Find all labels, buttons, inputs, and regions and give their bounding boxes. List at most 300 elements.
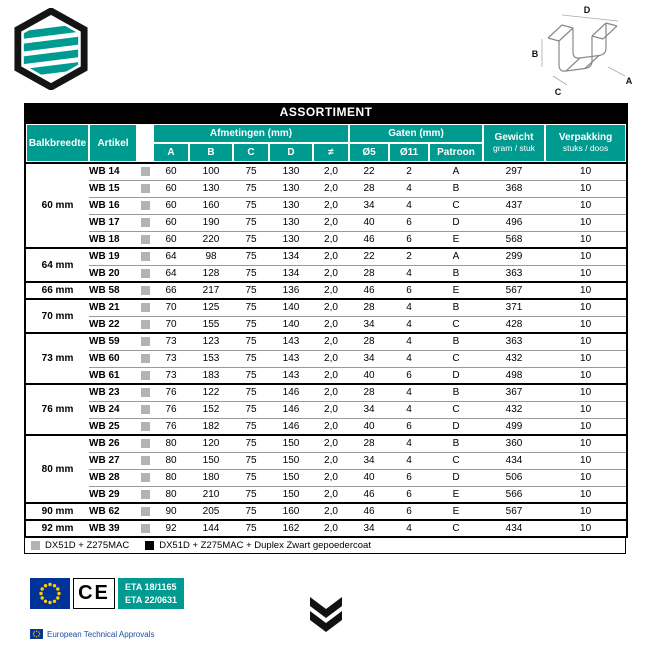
- dim-d-cell: 146: [269, 418, 313, 435]
- thickness-cell: 2,0: [313, 435, 349, 452]
- holes-o5-cell: 28: [349, 435, 389, 452]
- patroon-cell: E: [429, 486, 483, 503]
- gewicht-cell: 434: [483, 452, 545, 469]
- verpakking-cell: 10: [545, 180, 627, 197]
- eu-flag-small-icon: [30, 629, 43, 639]
- finish-swatch-icon: [141, 354, 150, 363]
- header-verpakking: [546, 125, 625, 161]
- holes-o5-cell: 22: [349, 248, 389, 265]
- dim-c-cell: 75: [233, 452, 269, 469]
- holes-o11-cell: 4: [389, 384, 429, 401]
- finish-swatch-icon: [141, 235, 150, 244]
- dim-d-cell: 143: [269, 333, 313, 350]
- holes-o11-cell: 6: [389, 418, 429, 435]
- finish-cell: [137, 231, 153, 248]
- header-dim-a: A: [154, 144, 188, 161]
- dim-d-cell: 150: [269, 486, 313, 503]
- finish-swatch-icon: [141, 218, 150, 227]
- finish-cell: [137, 248, 153, 265]
- artikel-cell: WB 14: [89, 163, 137, 180]
- product-drawing: [515, 5, 640, 100]
- legend-label: DX51D + Z275MAC: [45, 540, 130, 551]
- dim-a-cell: 60: [153, 197, 189, 214]
- verpakking-cell: 10: [545, 452, 627, 469]
- thickness-cell: 2,0: [313, 401, 349, 418]
- finish-swatch-icon: [141, 439, 150, 448]
- gewicht-cell: 432: [483, 401, 545, 418]
- dim-c-cell: 75: [233, 520, 269, 537]
- table-row: [25, 503, 627, 520]
- thickness-cell: 2,0: [313, 265, 349, 282]
- patroon-cell: D: [429, 367, 483, 384]
- header-dim-c: C: [234, 144, 268, 161]
- table-row: [25, 163, 627, 180]
- thickness-cell: 2,0: [313, 503, 349, 520]
- holes-o11-cell: 2: [389, 248, 429, 265]
- dim-a-cell: 76: [153, 418, 189, 435]
- holes-o5-cell: 34: [349, 452, 389, 469]
- finish-swatch-icon: [141, 405, 150, 414]
- gewicht-cell: 498: [483, 367, 545, 384]
- holes-o5-cell: 40: [349, 418, 389, 435]
- gray-swatch-icon: [31, 541, 40, 550]
- dim-d-cell: 130: [269, 197, 313, 214]
- dim-d-cell: 136: [269, 282, 313, 299]
- holes-o11-cell: 4: [389, 265, 429, 282]
- patroon-cell: B: [429, 299, 483, 316]
- dim-c-cell: 75: [233, 214, 269, 231]
- holes-o5-cell: 34: [349, 316, 389, 333]
- balkbreedte-cell: 70 mm: [25, 299, 89, 333]
- holes-o11-cell: 6: [389, 503, 429, 520]
- finish-cell: [137, 265, 153, 282]
- dim-d-cell: 150: [269, 435, 313, 452]
- brand-logo-hexagon-icon: [12, 8, 90, 90]
- artikel-cell: WB 20: [89, 265, 137, 282]
- artikel-cell: WB 23: [89, 384, 137, 401]
- header-balkbreedte: Balkbreedte: [27, 125, 88, 161]
- dim-d-cell: 134: [269, 265, 313, 282]
- gewicht-cell: 437: [483, 197, 545, 214]
- balkbreedte-cell: 73 mm: [25, 333, 89, 384]
- dim-a-cell: 92: [153, 520, 189, 537]
- finish-swatch-icon: [141, 269, 150, 278]
- dim-c-cell: 75: [233, 265, 269, 282]
- table-row: [25, 520, 627, 537]
- patroon-cell: B: [429, 180, 483, 197]
- certifications: [30, 578, 184, 609]
- table-row: [25, 197, 627, 214]
- dim-c-cell: 75: [233, 299, 269, 316]
- dim-d-cell: 140: [269, 299, 313, 316]
- dim-b-cell: 125: [189, 299, 233, 316]
- verpakking-cell: 10: [545, 367, 627, 384]
- holes-o5-cell: 40: [349, 214, 389, 231]
- assortiment-table: [24, 103, 628, 538]
- dim-b-cell: 153: [189, 350, 233, 367]
- dim-d-cell: 130: [269, 231, 313, 248]
- gewicht-cell: 297: [483, 163, 545, 180]
- finish-swatch-icon: [141, 303, 150, 312]
- dim-c-cell: 75: [233, 197, 269, 214]
- holes-o11-cell: 6: [389, 469, 429, 486]
- dim-b-cell: 217: [189, 282, 233, 299]
- dim-c-cell: 75: [233, 350, 269, 367]
- gewicht-cell: 299: [483, 248, 545, 265]
- table-row: [25, 452, 627, 469]
- balkbreedte-cell: 60 mm: [25, 163, 89, 248]
- holes-o5-cell: 34: [349, 350, 389, 367]
- verpakking-cell: 10: [545, 197, 627, 214]
- table-row: [25, 265, 627, 282]
- dim-b-cell: 130: [189, 180, 233, 197]
- patroon-cell: E: [429, 282, 483, 299]
- drawing-label-a: A: [625, 76, 633, 86]
- holes-o11-cell: 4: [389, 299, 429, 316]
- header-afmetingen: Afmetingen (mm): [154, 125, 348, 142]
- gewicht-cell: 434: [483, 520, 545, 537]
- holes-o11-cell: 4: [389, 197, 429, 214]
- holes-o11-cell: 6: [389, 231, 429, 248]
- finish-cell: [137, 163, 153, 180]
- dim-a-cell: 80: [153, 452, 189, 469]
- dim-b-cell: 122: [189, 384, 233, 401]
- patroon-cell: A: [429, 248, 483, 265]
- finish-cell: [137, 469, 153, 486]
- balkbreedte-cell: 66 mm: [25, 282, 89, 299]
- dim-a-cell: 76: [153, 384, 189, 401]
- gewicht-cell: 432: [483, 350, 545, 367]
- dim-c-cell: 75: [233, 435, 269, 452]
- holes-o5-cell: 46: [349, 486, 389, 503]
- dim-b-cell: 180: [189, 469, 233, 486]
- dim-d-cell: 162: [269, 520, 313, 537]
- holes-o5-cell: 28: [349, 333, 389, 350]
- dim-c-cell: 75: [233, 384, 269, 401]
- patroon-cell: C: [429, 520, 483, 537]
- dim-d-cell: 134: [269, 248, 313, 265]
- dim-a-cell: 60: [153, 231, 189, 248]
- header-verpakking-sub: stuks / doos: [562, 143, 609, 154]
- dim-c-cell: 75: [233, 469, 269, 486]
- double-chevron-down-icon: [309, 597, 343, 633]
- thickness-cell: 2,0: [313, 350, 349, 367]
- gewicht-cell: 568: [483, 231, 545, 248]
- finish-cell: [137, 452, 153, 469]
- header-thickness: ≠: [314, 144, 348, 161]
- artikel-cell: WB 18: [89, 231, 137, 248]
- holes-o5-cell: 46: [349, 282, 389, 299]
- finish-swatch-icon: [141, 320, 150, 329]
- header-holes-o11: Ø11: [390, 144, 428, 161]
- thickness-cell: 2,0: [313, 469, 349, 486]
- dim-d-cell: 150: [269, 452, 313, 469]
- gewicht-cell: 428: [483, 316, 545, 333]
- finish-swatch-icon: [141, 473, 150, 482]
- holes-o11-cell: 4: [389, 180, 429, 197]
- gewicht-cell: 506: [483, 469, 545, 486]
- verpakking-cell: 10: [545, 163, 627, 180]
- gewicht-cell: 363: [483, 265, 545, 282]
- dim-b-cell: 150: [189, 452, 233, 469]
- artikel-cell: WB 25: [89, 418, 137, 435]
- dim-a-cell: 60: [153, 214, 189, 231]
- table-row: [25, 180, 627, 197]
- finish-swatch-icon: [141, 507, 150, 516]
- gewicht-cell: 367: [483, 384, 545, 401]
- balkbreedte-cell: 92 mm: [25, 520, 89, 537]
- balkbreedte-cell: 90 mm: [25, 503, 89, 520]
- table-row: [25, 384, 627, 401]
- finish-cell: [137, 197, 153, 214]
- holes-o11-cell: 4: [389, 435, 429, 452]
- thickness-cell: 2,0: [313, 282, 349, 299]
- eta-approvals-box: [118, 578, 184, 609]
- dim-b-cell: 120: [189, 435, 233, 452]
- dim-b-cell: 100: [189, 163, 233, 180]
- dim-b-cell: 144: [189, 520, 233, 537]
- holes-o5-cell: 28: [349, 384, 389, 401]
- verpakking-cell: 10: [545, 384, 627, 401]
- header-verpakking-title: Verpakking: [558, 132, 613, 144]
- drawing-label-b: B: [531, 49, 539, 59]
- finish-swatch-icon: [141, 388, 150, 397]
- thickness-cell: 2,0: [313, 367, 349, 384]
- dim-a-cell: 90: [153, 503, 189, 520]
- finish-cell: [137, 435, 153, 452]
- dim-b-cell: 98: [189, 248, 233, 265]
- dim-d-cell: 143: [269, 350, 313, 367]
- dim-a-cell: 70: [153, 316, 189, 333]
- dim-b-cell: 205: [189, 503, 233, 520]
- artikel-cell: WB 39: [89, 520, 137, 537]
- dim-c-cell: 75: [233, 486, 269, 503]
- header-holes-o5: Ø5: [350, 144, 388, 161]
- verpakking-cell: 10: [545, 299, 627, 316]
- approvals-text: European Technical Approvals: [47, 629, 155, 639]
- gewicht-cell: 567: [483, 503, 545, 520]
- holes-o5-cell: 40: [349, 469, 389, 486]
- dim-b-cell: 190: [189, 214, 233, 231]
- dim-a-cell: 76: [153, 401, 189, 418]
- artikel-cell: WB 21: [89, 299, 137, 316]
- header-dim-b: B: [190, 144, 232, 161]
- dim-a-cell: 70: [153, 299, 189, 316]
- holes-o11-cell: 4: [389, 452, 429, 469]
- dim-b-cell: 183: [189, 367, 233, 384]
- assortiment-section: [24, 103, 626, 554]
- legend-bar: [24, 538, 626, 554]
- gewicht-cell: 566: [483, 486, 545, 503]
- holes-o11-cell: 6: [389, 214, 429, 231]
- verpakking-cell: 10: [545, 418, 627, 435]
- header-gewicht-title: Gewicht: [494, 132, 534, 144]
- finish-cell: [137, 299, 153, 316]
- artikel-cell: WB 62: [89, 503, 137, 520]
- dim-c-cell: 75: [233, 333, 269, 350]
- dim-d-cell: 160: [269, 503, 313, 520]
- legend-item-black-coat: [145, 540, 371, 551]
- header-gewicht-sub: gram / stuk: [492, 143, 536, 154]
- gewicht-cell: 496: [483, 214, 545, 231]
- dim-c-cell: 75: [233, 418, 269, 435]
- thickness-cell: 2,0: [313, 486, 349, 503]
- artikel-cell: WB 17: [89, 214, 137, 231]
- holes-o11-cell: 4: [389, 316, 429, 333]
- table-row: [25, 418, 627, 435]
- verpakking-cell: 10: [545, 248, 627, 265]
- gewicht-cell: 368: [483, 180, 545, 197]
- holes-o5-cell: 22: [349, 163, 389, 180]
- holes-o11-cell: 6: [389, 282, 429, 299]
- finish-swatch-icon: [141, 167, 150, 176]
- table-row: [25, 350, 627, 367]
- table-row: [25, 248, 627, 265]
- thickness-cell: 2,0: [313, 180, 349, 197]
- thickness-cell: 2,0: [313, 520, 349, 537]
- thickness-cell: 2,0: [313, 452, 349, 469]
- dim-c-cell: 75: [233, 367, 269, 384]
- dim-c-cell: 75: [233, 163, 269, 180]
- holes-o5-cell: 46: [349, 231, 389, 248]
- thickness-cell: 2,0: [313, 333, 349, 350]
- finish-cell: [137, 486, 153, 503]
- table-row: [25, 435, 627, 452]
- artikel-cell: WB 24: [89, 401, 137, 418]
- gewicht-cell: 363: [483, 333, 545, 350]
- dim-d-cell: 143: [269, 367, 313, 384]
- dim-d-cell: 130: [269, 214, 313, 231]
- verpakking-cell: 10: [545, 486, 627, 503]
- gewicht-cell: 360: [483, 435, 545, 452]
- holes-o11-cell: 2: [389, 163, 429, 180]
- dim-a-cell: 64: [153, 265, 189, 282]
- dim-a-cell: 73: [153, 350, 189, 367]
- finish-swatch-icon: [141, 371, 150, 380]
- finish-cell: [137, 350, 153, 367]
- patroon-cell: E: [429, 503, 483, 520]
- holes-o11-cell: 6: [389, 367, 429, 384]
- finish-cell: [137, 333, 153, 350]
- dim-a-cell: 64: [153, 248, 189, 265]
- finish-cell: [137, 282, 153, 299]
- verpakking-cell: 10: [545, 265, 627, 282]
- legend-item-zinc: [31, 540, 129, 551]
- finish-cell: [137, 503, 153, 520]
- dim-b-cell: 128: [189, 265, 233, 282]
- patroon-cell: B: [429, 435, 483, 452]
- verpakking-cell: 10: [545, 350, 627, 367]
- balkbreedte-cell: 80 mm: [25, 435, 89, 503]
- holes-o5-cell: 34: [349, 197, 389, 214]
- eta-line: ETA 18/1165: [125, 582, 177, 592]
- header-gaten: Gaten (mm): [350, 125, 482, 142]
- artikel-cell: WB 27: [89, 452, 137, 469]
- finish-swatch-icon: [141, 524, 150, 533]
- thickness-cell: 2,0: [313, 384, 349, 401]
- finish-cell: [137, 520, 153, 537]
- table-row: [25, 214, 627, 231]
- holes-o5-cell: 28: [349, 180, 389, 197]
- holes-o5-cell: 46: [349, 503, 389, 520]
- artikel-cell: WB 16: [89, 197, 137, 214]
- holes-o5-cell: 28: [349, 299, 389, 316]
- table-row: [25, 282, 627, 299]
- table-row: [25, 486, 627, 503]
- finish-cell: [137, 418, 153, 435]
- holes-o5-cell: 34: [349, 520, 389, 537]
- finish-swatch-icon: [141, 422, 150, 431]
- verpakking-cell: 10: [545, 214, 627, 231]
- verpakking-cell: 10: [545, 469, 627, 486]
- verpakking-cell: 10: [545, 435, 627, 452]
- finish-cell: [137, 367, 153, 384]
- table-row: [25, 333, 627, 350]
- patroon-cell: D: [429, 214, 483, 231]
- dim-a-cell: 80: [153, 469, 189, 486]
- artikel-cell: WB 22: [89, 316, 137, 333]
- header-patroon: Patroon: [430, 144, 482, 161]
- finish-cell: [137, 401, 153, 418]
- dim-a-cell: 80: [153, 435, 189, 452]
- dim-a-cell: 60: [153, 163, 189, 180]
- verpakking-cell: 10: [545, 503, 627, 520]
- dim-b-cell: 182: [189, 418, 233, 435]
- finish-swatch-icon: [141, 337, 150, 346]
- holes-o11-cell: 6: [389, 486, 429, 503]
- dim-c-cell: 75: [233, 231, 269, 248]
- verpakking-cell: 10: [545, 231, 627, 248]
- holes-o11-cell: 4: [389, 401, 429, 418]
- table-row: [25, 299, 627, 316]
- patroon-cell: C: [429, 197, 483, 214]
- dim-b-cell: 220: [189, 231, 233, 248]
- header-dim-d: D: [270, 144, 312, 161]
- dim-b-cell: 160: [189, 197, 233, 214]
- holes-o5-cell: 34: [349, 401, 389, 418]
- dim-a-cell: 66: [153, 282, 189, 299]
- artikel-cell: WB 29: [89, 486, 137, 503]
- artikel-cell: WB 28: [89, 469, 137, 486]
- balkbreedte-cell: 64 mm: [25, 248, 89, 282]
- table-row: [25, 469, 627, 486]
- patroon-cell: D: [429, 469, 483, 486]
- verpakking-cell: 10: [545, 401, 627, 418]
- artikel-cell: WB 15: [89, 180, 137, 197]
- legend-label: DX51D + Z275MAC + Duplex Zwart gepoedercoat: [159, 540, 371, 551]
- dim-c-cell: 75: [233, 248, 269, 265]
- patroon-cell: C: [429, 452, 483, 469]
- dim-a-cell: 80: [153, 486, 189, 503]
- thickness-cell: 2,0: [313, 316, 349, 333]
- table-title: ASSORTIMENT: [25, 104, 627, 124]
- artikel-cell: WB 59: [89, 333, 137, 350]
- balkbreedte-cell: 76 mm: [25, 384, 89, 435]
- dim-a-cell: 73: [153, 367, 189, 384]
- gewicht-cell: 567: [483, 282, 545, 299]
- artikel-cell: WB 58: [89, 282, 137, 299]
- thickness-cell: 2,0: [313, 197, 349, 214]
- patroon-cell: B: [429, 333, 483, 350]
- patroon-cell: B: [429, 384, 483, 401]
- verpakking-cell: 10: [545, 282, 627, 299]
- dim-c-cell: 75: [233, 282, 269, 299]
- gewicht-cell: 371: [483, 299, 545, 316]
- assortiment-body: [25, 163, 627, 537]
- drawing-label-d: D: [583, 5, 591, 15]
- verpakking-cell: 10: [545, 520, 627, 537]
- dim-d-cell: 130: [269, 163, 313, 180]
